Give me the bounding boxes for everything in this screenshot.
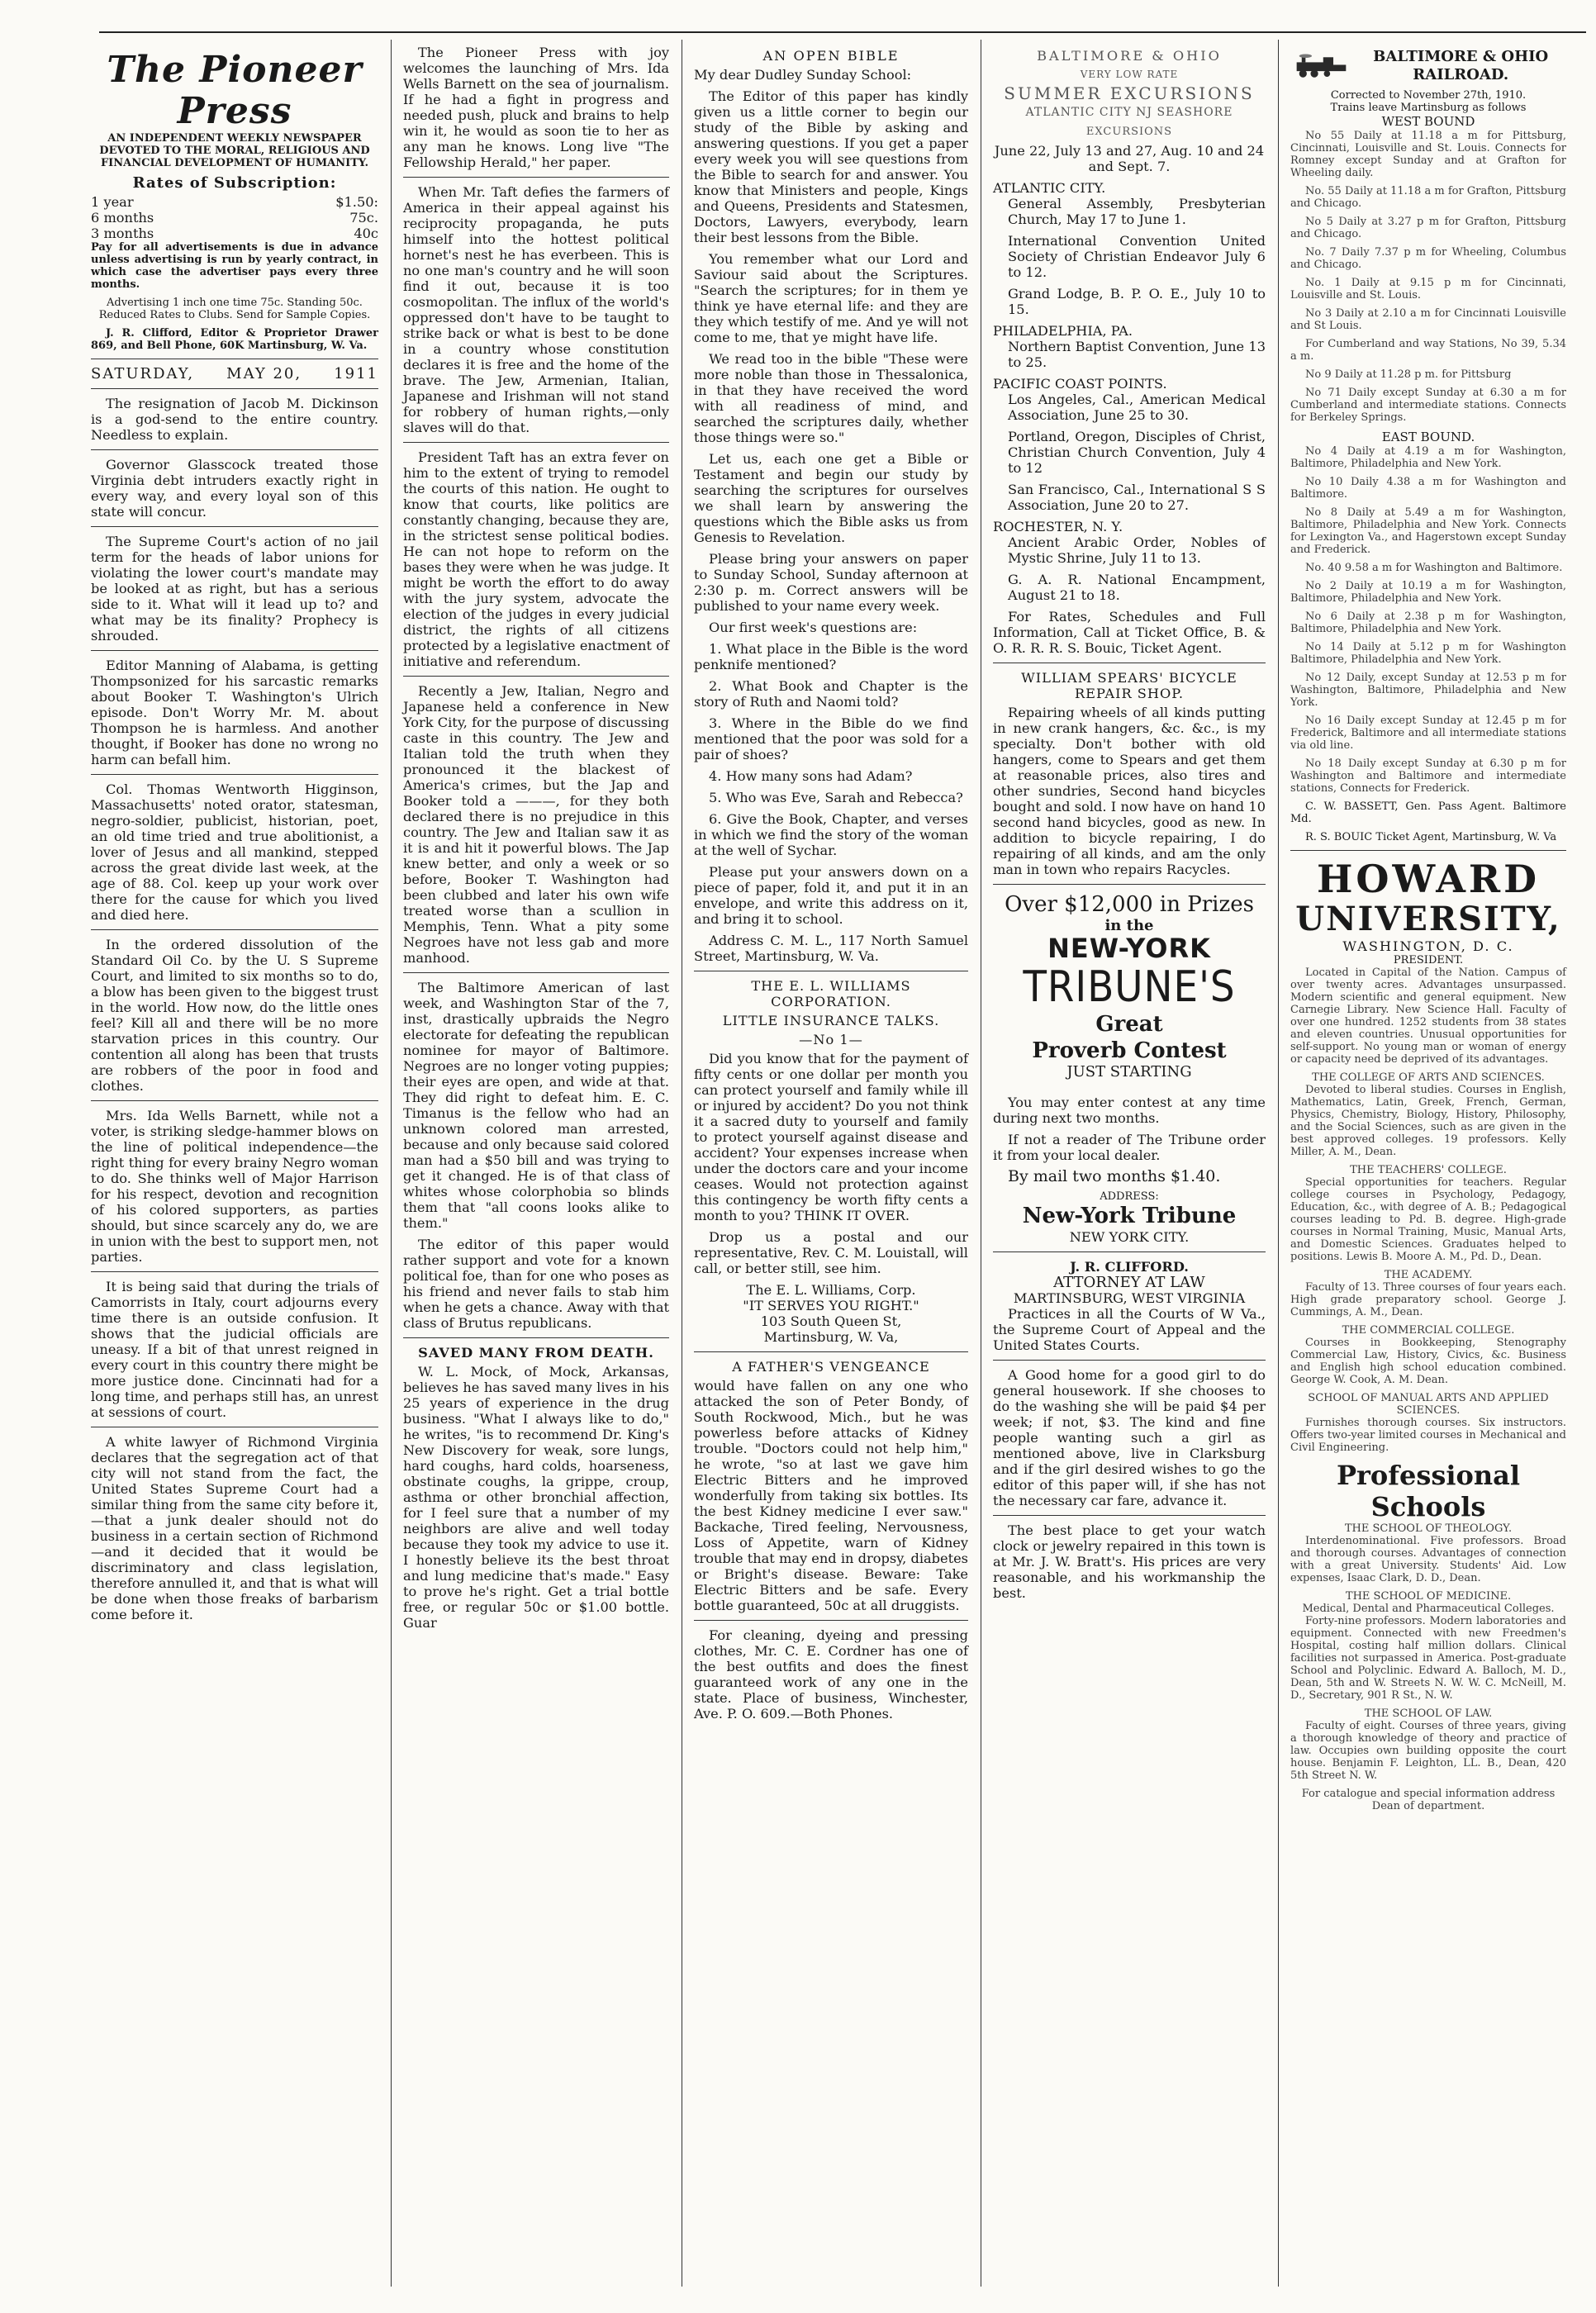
open-bible-closing: Please put your answers down on a piece of paper, fold it, and put it in an envelope, and write this address on it, and bring it to school. [694,864,968,927]
tribune-newyork: NEW-YORK [1047,933,1211,964]
tribune-address-city: NEW YORK CITY. [1069,1229,1190,1245]
railroad-title: BALTIMORE & OHIO RAILROAD. [1373,48,1549,83]
editorial-paragraph: The Baltimore American of last week, and Washington Star of the 7, inst, drastically upbraids the Negro electorate for defeating the republican nominee for mayor of Baltimore. Negroes are no longer voting puppies; their eyes are open, and wide at that. They did right to defeat him. E. C. Timanus is the fellow who had an unknown colored man arrested, because and only because said colored man had a $50 bill and was trying to get it changed. He is of that class of whites whose colorphobia so blinds them that "all coons looks alike to them." [403,980,669,1231]
train-schedule: No 14 Daily at 5.12 p m for Washington Baltimore, Philadelphia and New York. [1290,641,1566,666]
column-3 [682,40,980,2295]
editorial-paragraph: The editor of this paper would rather support and vote for a known political foe, than for one who poses as his friend and never fails to stab him when he gets a chance. Away with that class of Brutus republicans. [403,1237,669,1331]
train-schedule: No 12 Daily, except Sunday at 12.53 p m for Washington, Baltimore, Philadelphia and New York. [1290,672,1566,709]
howard-school-heading: THE TEACHERS' COLLEGE. [1350,1164,1507,1176]
tribune-contest: Proverb Contest [1032,1038,1227,1063]
train-schedule: No 16 Daily except Sunday at 12.45 p m for Frederick, Baltimore and all intermediate stations via old line. [1290,715,1566,752]
cleaning-ad: For cleaning, dyeing and pressing clothes, Mr. C. E. Cordner has one of the best outfits and does the finest guaranteed work of any one in the state. Place of business, Winchester, Ave. P. O. 609.—Both Phones. [694,1627,968,1722]
howard-school-heading: THE SCHOOL OF LAW. [1364,1707,1493,1720]
howard-school-body: Faculty of eight. Courses of three years, giving a thorough knowledge of theory and practice of law. Occupies own building opposite the court house. Benjamin F. Leighton, LL. B., Dean, 420 5th Street N. W. [1290,1720,1566,1782]
question: 6. Give the Book, Chapter, and verses in which we find the story of the woman at the well of Sychar. [694,811,968,858]
insurance-signature: The E. L. Williams, Corp. [746,1282,916,1298]
question: 4. How many sons had Adam? [709,768,913,784]
insurance-subheading: LITTLE INSURANCE TALKS. [722,1013,940,1028]
professional-schools-heading: Professional Schools [1336,1460,1521,1522]
column-5 [1279,40,1578,2295]
bo-excursion-subheading: VERY LOW RATE [1080,69,1179,80]
train-schedule: No 6 Daily at 2.38 p m for Washington, Baltimore, Philadelphia and New York. [1290,610,1566,635]
bo-excursion-destination: ATLANTIC CITY NJ SEASHORE [1025,106,1233,119]
bo-excursion-event: Ancient Arabic Order, Nobles of Mystic Shrine, July 11 to 13. [1008,534,1266,566]
rate-row: 1 year $1.50: [91,194,378,210]
tribune-body: You may enter contest at any time during next two months. [993,1095,1266,1126]
question: 5. Who was Eve, Sarah and Rebecca? [709,790,963,805]
howard-school-heading: SCHOOL OF MANUAL ARTS AND APPLIED SCIENCES. [1308,1392,1549,1417]
train-schedule: No 8 Daily at 5.49 a m for Washington, Baltimore, Philadelphia and New York. Connects for Lexington Va., and Hagerstown except Sunday and Frederick. [1290,506,1566,556]
bicycle-body: Repairing wheels of all kinds putting in new crank hangers, &c. &c., is my specialty. Don't bother with old hangers, come to Spears and get them at reasonable prices, also tires and other sundries, Second hand bicycles bought and sold. I now have on hand 10 second hand bicycles, good as new. In addition to bicycle repairing, I do repairing of all kinds, and am the only man in town who repairs Racycles. [993,705,1266,877]
howard-school-body: Courses in Bookkeeping, Stenography Commercial Law, History, Civics, &c. Business and English high school education combined. George W. Cook, A. M. Dean. [1290,1337,1566,1386]
howard-school-heading: THE ACADEMY. [1384,1269,1473,1281]
howard-president: PRESIDENT. [1393,954,1464,967]
bo-excursion-event: Grand Lodge, B. P. O. E., July 10 to 15. [1008,286,1266,317]
masthead-editor: J. R. Clifford, Editor & Proprietor Drawer 869, and Bell Phone, 60K Martinsburg, W. Va. [91,327,378,352]
question: 2. What Book and Chapter is the story of Ruth and Naomi told? [694,678,968,710]
editorial-paragraph: The resignation of Jacob M. Dickinson is a god-send to the entire country. Needless to explain. [91,396,378,443]
tribune-body: If not a reader of The Tribune order it from your local dealer. [993,1132,1266,1163]
train-schedule: No 4 Daily at 4.19 a m for Washington, Baltimore, Philadelphia and New York. [1290,445,1566,470]
howard-school-body: Faculty of 13. Three courses of four years each. High grade preparatory school. George J. Cummings, A. M., Dean. [1290,1281,1566,1318]
bo-excursion-event: Northern Baptist Convention, June 13 to 25. [1008,339,1266,370]
column-1 [79,40,390,2295]
masthead-title: The Pioneer Press [107,49,363,132]
howard-school-body: Devoted to liberal studies. Courses in English, Mathematics, Latin, Greek, French, German, Physics, Chemistry, Biology, History, Philosophy, and the Social Sciences, such as are given in the best approved colleges. 19 professors. Kelly Miller, A. M., Dean. [1290,1084,1566,1158]
train-schedule: No. 40 9.58 a m for Washington and Baltimore. [1305,562,1563,574]
open-bible-paragraph: You remember what our Lord and Saviour said about the Scriptures. "Search the scriptures; for in them ye think ye have eternal life: and they are they which testify of me. And ye will not come to me, that ye might have life. [694,251,968,345]
rate-row: 3 months 40c [91,226,378,241]
bo-excursion-event: G. A. R. National Encampment, August 21 to 18. [1008,572,1266,603]
masthead-terms: Pay for all advertisements is due in advance unless advertising is run by yearly contract, in which case the advertiser pays every three months. [91,241,378,291]
tribune-name: TRIBUNE'S [1023,962,1236,1012]
bo-excursion-event: Portland, Oregon, Disciples of Christ, Christian Church Convention, July 4 to 12 [1008,429,1266,476]
tribune-great: Great [1095,1012,1163,1037]
locomotive-icon [1290,50,1348,83]
train-schedule: No 18 Daily except Sunday at 6.30 p m for Washington and Baltimore and intermediate stations, Connects for Frederick. [1290,758,1566,795]
editorial-paragraph: President Taft has an extra fever on him to the extent of trying to remodel the courts of this nation. He ought to know that courts, like politics are constantly changing, because they are, in the strictest sense political bodies. He can not hope to reform on the bases they were when he was judge. It might be worth the effort to do away with the jury system, advocate the election of the judges in every judicial district, the rights of all citizens protected by a legislative enactment of initiative and referendum. [403,449,669,669]
howard-school-body: Interdenominational. Five professors. Broad and thorough courses. Advantages of connection with a great University. Students' Aid. Low expenses, Isaac Clark, D. D., Dean. [1290,1535,1566,1584]
home-ad: A Good home for a good girl to do general housework. If she chooses to do the washing she will be paid $4 per week; if not, $3. The kind and fine people wanting such a girl as mentioned above, live in Clarksburg and if the girl desired wishes to go the editor of this paper will, if she has not the necessary car fare, advance it. [993,1367,1266,1508]
howard-school-body: Furnishes thorough courses. Six instructors. Offers two-year limited courses in Mechanical and Civil Engineering. [1290,1417,1566,1454]
dateline: SATURDAY, MAY 20, 1911 [91,365,378,382]
bo-excursion-event: San Francisco, Cal., International S S Association, June 20 to 27. [1008,482,1266,513]
attorney-city: MARTINSBURG, WEST VIRGINIA [1013,1290,1246,1306]
bo-excursion-city: PACIFIC COAST POINTS. [993,376,1167,392]
bo-excursion-city: ROCHESTER, N. Y. [993,519,1123,534]
open-bible-paragraph: We read too in the bible "These were more noble than those in Thessalonica, in that they have received the word with all readiness of mind, and searched the scriptures daily, whether those things were so." [694,351,968,445]
question: 3. Where in the Bible do we find mentioned that the poor was sold for a pair of shoes? [694,715,968,762]
open-bible-address: Address C. M. L., 117 North Samuel Street, Martinsburg, W. Va. [694,933,968,964]
saved-heading: SAVED MANY FROM DEATH. [418,1345,654,1361]
train-schedule: No. 7 Daily 7.37 p m for Wheeling, Columbus and Chicago. [1290,246,1566,271]
open-bible-paragraph: Let us, each one get a Bible or Testament and begin our study by searching the scriptures for ourselves we shall learn by answering the questions which the Bible asks us from Genesis to Revelation. [694,451,968,545]
bo-excursion-event: International Convention United Society of Christian Endeavor July 6 to 12. [1008,233,1266,280]
howard-university: UNIVERSITY, [1295,900,1561,938]
open-bible-paragraph: Please bring your answers on paper to Sunday School, Sunday afternoon at 2:30 p. m. Correct answers will be published to your name every week. [694,551,968,614]
father-body: would have fallen on any one who attacked the son of Peter Bondy, of South Rockwood, Mich., but he was powerless before attacks of Kidney trouble. "Doctors could not help him," he wrote, "so at last we gave him Electric Bitters and he improved wonderfully from taking six bottles. Its the best Kidney medicine I ever saw." Backache, Tired feeling, Nervousness, Loss of Appetite, warn of Kidney trouble that may end in dropsy, diabetes or Bright's disease. Beware: Take Electric Bitters and be safe. Every bottle guaranteed, 50c at all druggists. [694,1378,968,1613]
masthead-subtitle: AN INDEPENDENT WEEKLY NEWSPAPER DEVOTED TO THE MORAL, RELIGIOUS AND FINANCIAL DEVELOPMENT OF HUMANITY. [99,132,370,169]
tribune-ad [993,891,1266,1080]
editorial-paragraph: The Supreme Court's action of no jail term for the heads of labor unions for violating the lower court's mandate may be looked at as right, but has a serious side to it. What will it lead up to? and what may be its finality? Prophecy is shrouded. [91,534,378,644]
railroad-gpa: C. W. BASSETT, Gen. Pass Agent. Baltimore Md. [1290,800,1566,825]
howard-school-heading: THE SCHOOL OF THEOLOGY. [1344,1522,1513,1535]
howard-school-body: Special opportunities for teachers. Regular college courses in Psychology, Pedagogy, Education, &c., with degree of A. B.; Pedagogical courses leading to Pd. B. degree. High-grade courses in Normal Training, Music, Manual Arts, and Domestic Sciences. Graduates helped to positions. Lewis B. Moore A. M., Pd. D., Dean. [1290,1176,1566,1263]
tribune-address-label: ADDRESS: [1100,1190,1159,1203]
tribune-in-the: in the [1104,917,1154,934]
bo-excursion-event: General Assembly, Presbyterian Church, May 17 to June 1. [1008,196,1266,227]
editorial-paragraph: A white lawyer of Richmond Virginia declares that the segregation act of that city will not stand from the fact, the United States Supreme Court had a similar thing from the same city before it,—that a junk dealer should not do business in a certain section of Richmond—and it decided that it would be discriminatory and class legislation, therefore annulled it, and that is what will be done when those freaks of barbarism come before it. [91,1434,378,1622]
bo-excursion-city: ATLANTIC CITY. [993,180,1106,196]
railroad-corrected: Corrected to November 27th, 1910. [1330,89,1527,102]
column-4 [981,40,1277,2295]
bo-excursion-title: SUMMER EXCURSIONS [1004,83,1255,103]
howard-school-body: Forty-nine professors. Modern laboratories and equipment. Connected with new Freedmen's Hospital, costing half million dollars. Clinical facilities not surpassed in America. Post-graduate School and Polyclinic. Edward A. Balloch, M. D., Dean, 5th and W. Streets N. W. W. C. McNeill, M. D., Secretary, 901 R St., N. W. [1290,1615,1566,1702]
masthead-advertising: Advertising 1 inch one time 75c. Standing 50c. Reduced Rates to Clubs. Send for Sample Copies. [98,297,371,321]
saved-body: W. L. Mock, of Mock, Arkansas, believes he has saved many lives in his 25 years of experience in the drug business. "What I always like to do," he writes, "is to recommend Dr. King's New Discovery for weak, sore lungs, hard coughs, hard colds, hoarseness, obstinate coughs, la grippe, croup, asthma or other bronchial affection, for I feel sure that a number of my neighbors are alive and well today because they took my advice to use it. I honestly believe its the best throat and lung medicine that's made." Easy to prove he's right. Get a trial bottle free, or regular 50c or $1.00 bottle. Guar [403,1364,669,1631]
watch-ad: The best place to get your watch clock or jewelry repaired in this town is at Mr. J. W. Bratt's. His prices are very reasonable, and his workmanship the best. [993,1522,1266,1601]
attorney-name: J. R. CLIFFORD. [1070,1259,1189,1275]
insurance-motto: "IT SERVES YOU RIGHT." [743,1298,919,1313]
attorney-title: ATTORNEY AT LAW [1053,1274,1205,1291]
bo-excursion-dates: June 22, July 13 and 27, Aug. 10 and 24 and Sept. 7. [994,143,1265,174]
train-schedule: No 3 Daily at 2.10 a m for Cincinnati Louisville and St Louis. [1290,307,1566,332]
tribune-address-name: New-York Tribune [1022,1204,1237,1228]
top-rule [99,31,1586,33]
editorial-paragraph: Col. Thomas Wentworth Higginson, Massachusetts' noted orator, statesman, negro-soldier, publicist, historian, poet, an old time tried and true abolitionist, a lover of Jesus and all mankind, stepped across the great divide last week, at the age of 88. Col. keep up your work over there for the cause for which you lived and died here. [91,781,378,923]
train-schedule: No 9 Daily at 11.28 p m. for Pittsburg [1305,368,1512,381]
howard-intro: Located in Capital of the Nation. Campus of over twenty acres. Advantages unsurpassed. Modern scientific and general equipment. New Carnegie Library. New Science Hall. Faculty of over one hundred. 1252 students from 38 states and eleven countries. Unusual opportunities for self-support. No young man or woman of energy or capacity need be deprived of its advantages. [1290,967,1566,1066]
train-schedule: For Cumberland and way Stations, No 39, 5.34 a m. [1290,338,1566,363]
howard-school-heading: THE COMMERCIAL COLLEGE. [1342,1324,1515,1337]
howard-school-subheading: Medical, Dental and Pharmaceutical Colleges. [1302,1603,1555,1615]
bo-excursion-heading: BALTIMORE & OHIO [1037,48,1222,64]
train-schedule: No. 55 Daily at 11.18 a m for Grafton, Pittsburg and Chicago. [1290,185,1566,210]
insurance-body: Did you know that for the payment of fifty cents or one dollar per month you can protect yourself and family while ill or injured by accident? Do you not think it a sacred duty to yourself and family to protect yourself against disease and accident? Your expenses increase when under the doctors care and your income ceases. Would not protection against this contingency be worth fifty cents a month to you? THINK IT OVER. [694,1051,968,1223]
question: 1. What place in the Bible is the word penknife mentioned? [694,641,968,672]
railroad-agent: R. S. BOUIC Ticket Agent, Martinsburg, W. Va [1305,831,1557,843]
column-2 [392,40,681,2295]
tribune-prizes: Over $12,000 in Prizes [1005,892,1254,917]
bo-excursion-label: EXCURSIONS [1085,126,1173,138]
howard-school-heading: THE COLLEGE OF ARTS AND SCIENCES. [1312,1071,1545,1084]
west-bound-heading: WEST BOUND [1381,114,1475,129]
editorial-paragraph: Recently a Jew, Italian, Negro and Japanese held a conference in New York City, for the purpose of discussing caste in this country. The Jew and Italian told the truth when they pronounced it the blackest of America's crimes, but the Jap and Booker told a ———, for they both declared there is no prejudice in this country. The Jew and Italian saw it as it is and hit it powerful blows. The Jap knew better, and only a week or so before, Booker T. Washington had been clubbed and later his own wife treated worse than a scullion in Memphis, Tenn. What a pity some Negroes have not less gab and more manhood. [403,683,669,966]
bicycle-heading: WILLIAM SPEARS' BICYCLE REPAIR SHOP. [1021,670,1237,701]
train-schedule: No 5 Daily at 3.27 p m for Grafton, Pittsburg and Chicago. [1290,216,1566,240]
train-schedule: No. 1 Daily at 9.15 p m for Cincinnati, Louisville and St. Louis. [1290,277,1566,302]
tribune-starting: JUST STARTING [1066,1063,1192,1081]
editorial-paragraph: Governor Glasscock treated those Virginia debt intruders exactly right in every way, and every loyal son of this state will concur. [91,457,378,520]
tribune-price: By mail two months $1.40. [1008,1167,1221,1185]
insurance-number: —No 1— [799,1032,863,1047]
howard-title: HOWARD [1316,857,1541,901]
insurance-heading: THE E. L. WILLIAMS CORPORATION. [751,978,911,1009]
father-heading: A FATHER'S VENGEANCE [732,1359,930,1375]
insurance-city: Martinsburg, W. Va, [763,1329,899,1345]
train-schedule: No 55 Daily at 11.18 a m for Pittsburg, Cincinnati, Louisville and St. Louis. Connects for Romney except Sunday and at Grafton for Wheeling daily. [1290,130,1566,179]
insurance-address: 103 South Queen St, [760,1313,902,1329]
howard-school-heading: THE SCHOOL OF MEDICINE. [1345,1590,1512,1603]
railroad-trains-leave: Trains leave Martinsburg as follows [1330,102,1527,114]
editorial-paragraph: Editor Manning of Alabama, is getting Thompsonized for his sarcastic remarks about Booker T. Washington's Ulrich episode. Don't Worry Mr. M. about Thompson he is harmless. And another thought, if Booker has done no wrong no harm can befall him. [91,658,378,767]
howard-city: WASHINGTON, D. C. [1342,938,1514,954]
editorial-paragraph: It is being said that during the trials of Camorrists in Italy, court adjourns every time there is an outside confusion. It shows that the judicial officials are uneasy. If a bit of that unrest reigned in every court in this country there might be more justice done. Cincinnati had for a long time, and perhaps still has, an unrest at sessions of court. [91,1279,378,1420]
editorial-paragraph: The Pioneer Press with joy welcomes the launching of Mrs. Ida Wells Barnett on the sea of journalism. If he had a fight in progress and needed push, pluck and brains to help win it, he would as soon tie to her as any man he knows. Long live "The Fellowship Herald," her paper. [403,45,669,170]
rates-heading: Rates of Subscription: [132,174,337,192]
train-schedule: No 71 Daily except Sunday at 6.30 a m for Cumberland and intermediate stations. Connects for Berkeley Springs. [1290,387,1566,424]
train-schedule: No 10 Daily 4.38 a m for Washington and Baltimore. [1290,476,1566,501]
bo-excursion-rates: For Rates, Schedules and Full Information, Call at Ticket Office, B. & O. R. R. R. S. Bouic, Ticket Agent. [993,609,1266,656]
railroad-logo [1290,48,1566,84]
editorial-paragraph: When Mr. Taft defies the farmers of America in their appeal against his reciprocity propaganda, he puts himself into the hottest political hornet's nest he has everbeen. This is no one man's country and he will soon find it out, because it is too cosmopolitan. The influx of the world's oppressed don't have to be taught to strike back or what is best to be done in a country whose constitution declares it is free and the home of the brave. The Jew, Armenian, Italian, Japanese and Irishman will not stand for robbery of human rights,—only slaves will do that. [403,184,669,435]
open-bible-heading: AN OPEN BIBLE [762,48,900,64]
bo-excursion-city: PHILADELPHIA, PA. [993,323,1133,339]
rate-row: 6 months 75c. [91,210,378,226]
open-bible-salutation: My dear Dudley Sunday School: [694,67,912,83]
rates-list [91,194,378,241]
insurance-body: Drop us a postal and our representative, Rev. C. M. Louistall, will call, or better still, see him. [694,1229,968,1276]
open-bible-paragraph: Our first week's questions are: [709,620,918,635]
editorial-paragraph: In the ordered dissolution of the Standard Oil Co. by the U. S Supreme Court, and limited to six months so to do, a blow has been given to the biggest trust in the world. How now, do the little ones feel? Kill all and there will be no more starvation prices in this country. Our contention all along has been that trusts are robbers of the poor in food and clothes. [91,937,378,1094]
howard-catalogue: For catalogue and special information address Dean of department. [1301,1788,1556,1812]
east-bound-heading: EAST BOUND. [1381,430,1475,444]
bo-excursion-event: Los Angeles, Cal., American Medical Association, June 25 to 30. [1008,392,1266,423]
attorney-body: Practices in all the Courts of W Va., the Supreme Court of Appeal and the United States Courts. [993,1306,1266,1353]
editorial-paragraph: Mrs. Ida Wells Barnett, while not a voter, is striking sledge-hammer blows on the line of political independence—the right thing for every brainy Negro woman to do. She thinks well of Major Harrison for his respect, devotion and recognition of his colored supporters, as parties should, but since scarcely any do, we are in union with the best to support men, not parties. [91,1108,378,1265]
open-bible-paragraph: The Editor of this paper has kindly given us a little corner to begin our study of the Bible by asking and answering questions. If you get a paper every week you will see questions from the Bible to search for and answer. You know that Ministers and people, Kings and Queens, Presidents and Statesmen, Doctors, Lawyers, everybody, learn their best lessons from the Bible. [694,88,968,245]
train-schedule: No 2 Daily at 10.19 a m for Washington, Baltimore, Philadelphia and New York. [1290,580,1566,605]
